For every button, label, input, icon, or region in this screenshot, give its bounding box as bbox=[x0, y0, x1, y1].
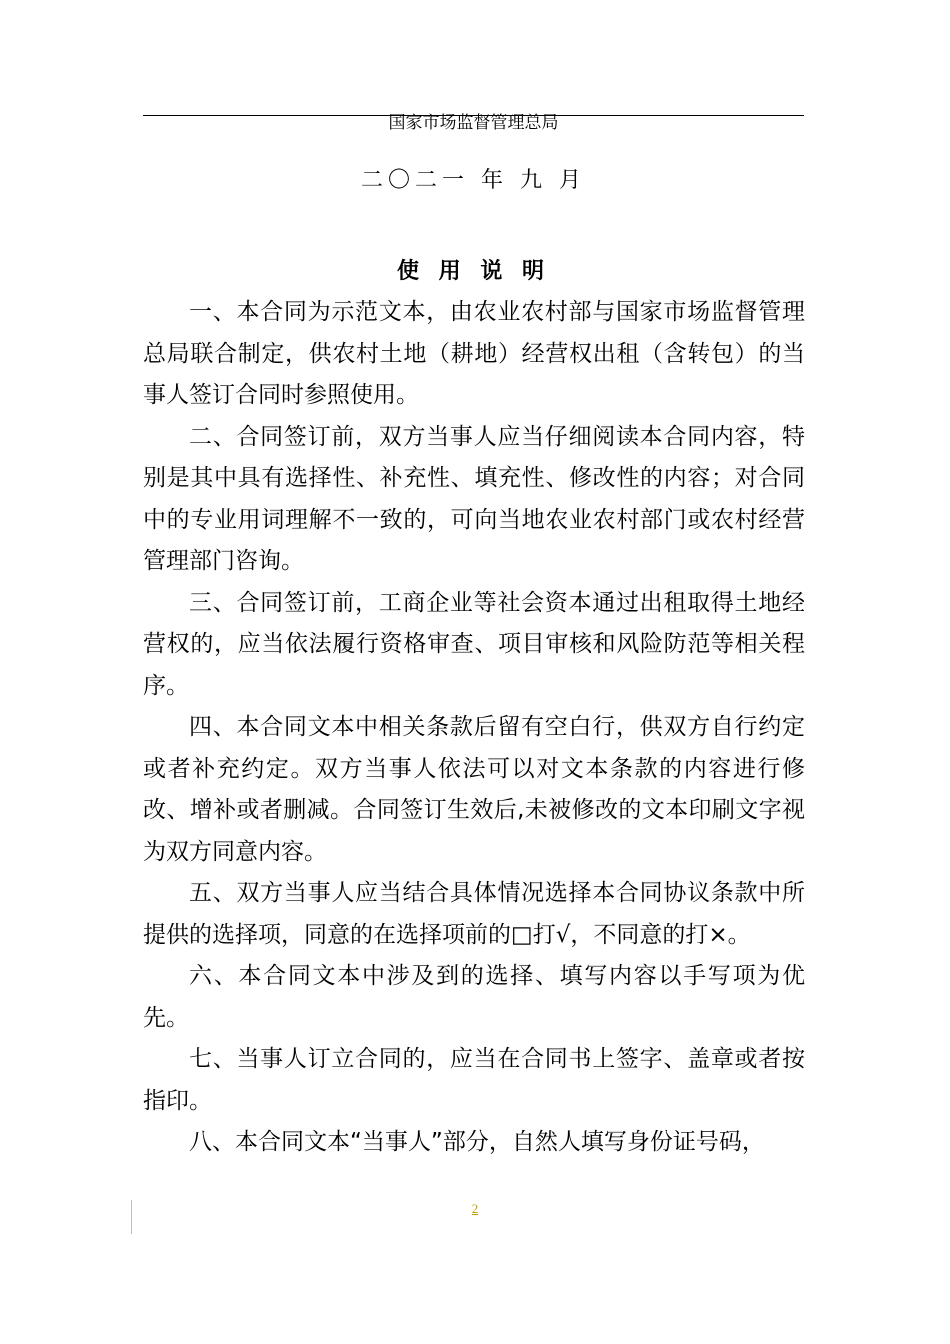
footer-margin-rule bbox=[131, 1200, 132, 1234]
instruction-paragraph-4: 四、本合同文本中相关条款后留有空白行，供双方自行约定或者补充约定。双方当事人依法可以对文本条款的内容进行修改、增补或者删减。合同签订生效后,未被修改的文本印刷文字视为双方同意内容。 bbox=[143, 714, 805, 865]
instruction-paragraph-1: 一、本合同为示范文本，由农业农村部与国家市场监督管理总局联合制定，供农村土地（耕地）经营权出租（含转包）的当事人签订合同时参照使用。 bbox=[143, 299, 805, 408]
issue-date: 二〇二一 年 九 月 bbox=[361, 168, 586, 193]
instructions-body bbox=[143, 292, 805, 1164]
instruction-paragraph-8: 八、本合同文本“当事人”部分，自然人填写身份证号码， bbox=[189, 1129, 765, 1155]
instruction-paragraph-2: 二、合同签订前，双方当事人应当仔细阅读本合同内容，特别是其中具有选择性、补充性、填充性、修改性的内容；对合同中的专业用词理解不一致的，可向当地农业农村部门或农村经营管理部门咨询。 bbox=[143, 423, 805, 574]
instruction-paragraph-3: 三、合同签订前，工商企业等社会资本通过出租取得土地经营权的，应当依法履行资格审查、项目审核和风险防范等相关程序。 bbox=[143, 589, 805, 699]
page-number: 2 bbox=[471, 1201, 479, 1216]
instruction-paragraph-7: 七、当事人订立合同的，应当在合同书上签字、盖章或者按指印。 bbox=[143, 1046, 805, 1114]
instruction-paragraph-5: 五、双方当事人应当结合具体情况选择本合同协议条款中所提供的选择项，同意的在选择项前的□打√，不同意的打×。 bbox=[143, 880, 805, 948]
issuer-name: 国家市场监督管理总局 bbox=[388, 113, 559, 133]
section-title: 使 用 说 明 bbox=[397, 259, 550, 284]
instruction-paragraph-6: 六、本合同文本中涉及到的选择、填写内容以手写项为优先。 bbox=[143, 963, 805, 1031]
